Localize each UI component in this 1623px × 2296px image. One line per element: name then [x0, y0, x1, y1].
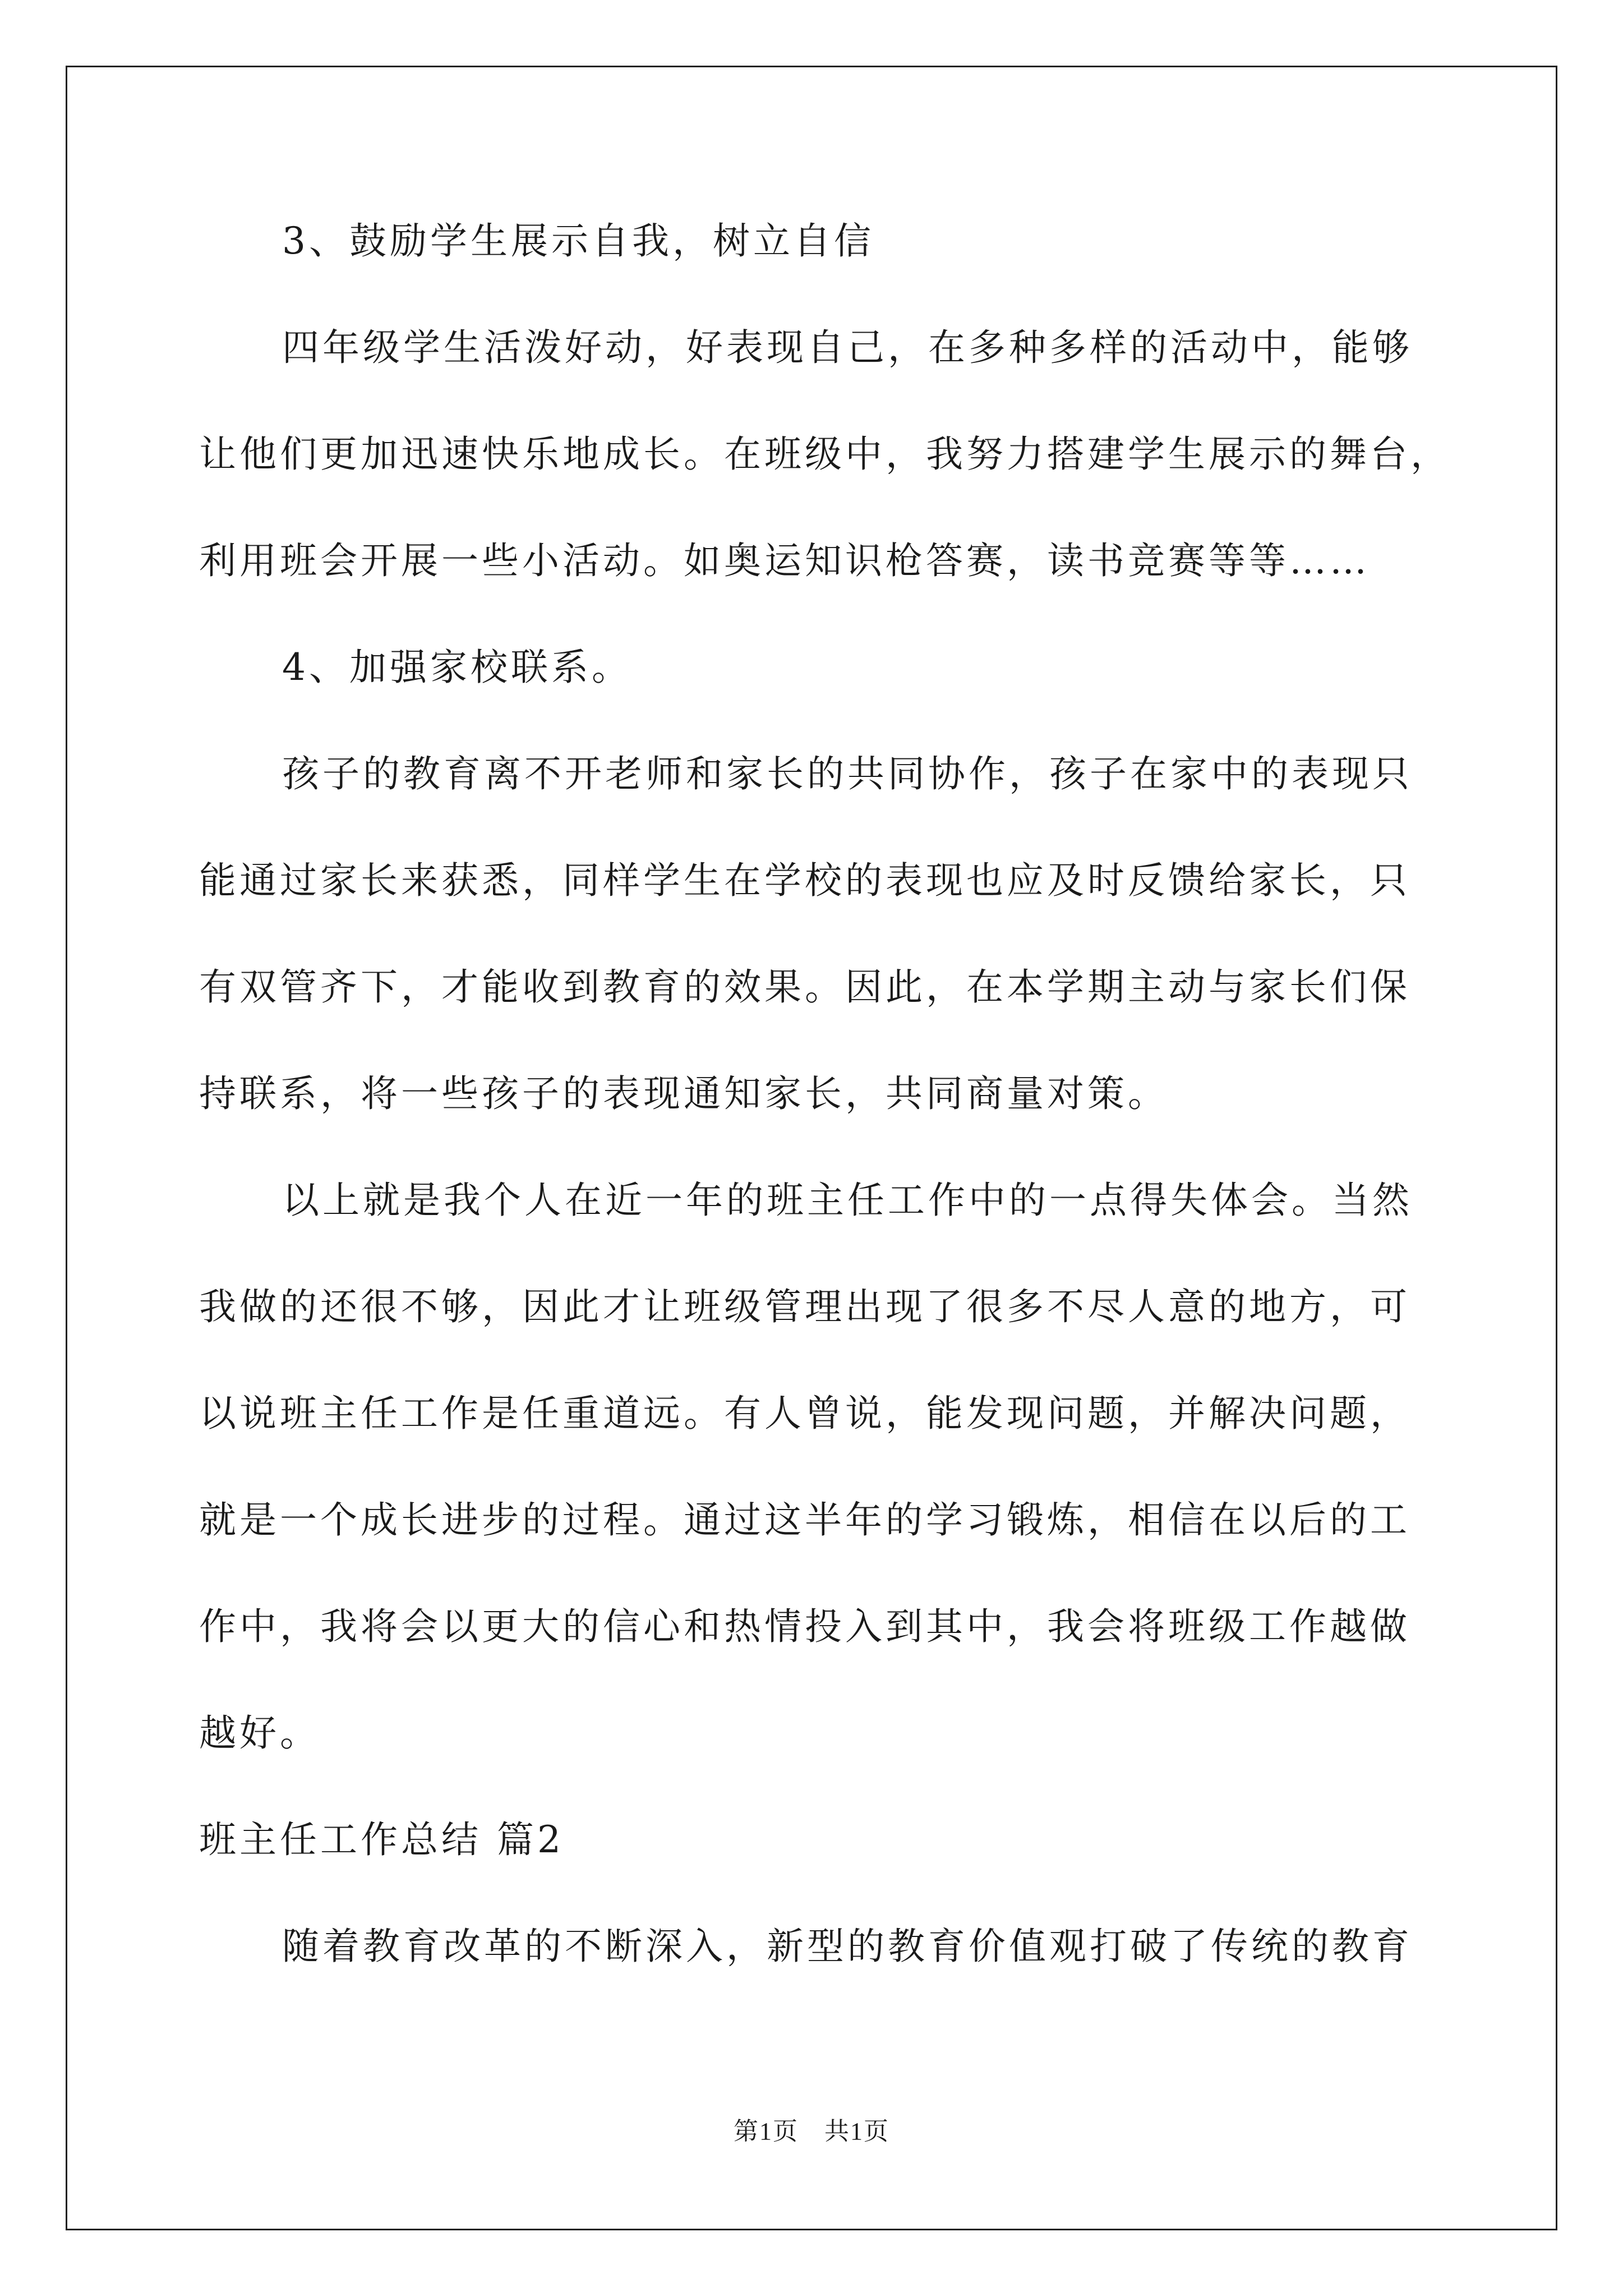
section-title: 班主任工作总结 篇2: [199, 1818, 564, 1861]
paragraph-line: 能通过家长来获悉，同样学生在学校的表现也应及时反馈给家长，只: [199, 859, 1410, 902]
paragraph-line: 以上就是我个人在近一年的班主任工作中的一点得失体会。当然: [282, 1179, 1413, 1222]
paragraph-line: 以说班主任工作是任重道远。有人曾说，能发现问题，并解决问题，: [199, 1392, 1410, 1435]
paragraph-line: 四年级学生活泼好动，好表现自己，在多种多样的活动中，能够: [282, 326, 1413, 369]
item-heading-3: 3、鼓励学生展示自我，树立自信: [282, 219, 874, 263]
paragraph-line: 越好。: [199, 1711, 320, 1755]
paragraph-line: 有双管齐下，才能收到教育的效果。因此，在本学期主动与家长们保: [199, 965, 1410, 1009]
item-heading-4: 4、加强家校联系。: [282, 646, 632, 689]
paragraph-line: 持联系，将一些孩子的表现通知家长，共同商量对策。: [199, 1072, 1168, 1115]
paragraph-line: 我做的还很不够，因此才让班级管理出现了很多不尽人意的地方，可: [199, 1285, 1410, 1328]
paragraph-line: 随着教育改革的不断深入，新型的教育价值观打破了传统的教育: [282, 1925, 1413, 1968]
paragraph-line: 作中，我将会以更大的信心和热情投入到其中，我会将班级工作越做: [199, 1605, 1410, 1648]
page-number-footer: 第1页 共1页: [734, 2118, 889, 2145]
paragraph-line: 让他们更加迅速快乐地成长。在班级中，我努力搭建学生展示的舞台，: [199, 432, 1451, 476]
paragraph-line: 就是一个成长进步的过程。通过这半年的学习锻炼，相信在以后的工: [199, 1498, 1410, 1542]
paragraph-line: 利用班会开展一些小活动。如奥运知识枪答赛，读书竞赛等等……: [199, 539, 1370, 582]
page-frame: [66, 66, 1557, 2230]
paragraph-line: 孩子的教育离不开老师和家长的共同协作，孩子在家中的表现只: [282, 752, 1413, 795]
